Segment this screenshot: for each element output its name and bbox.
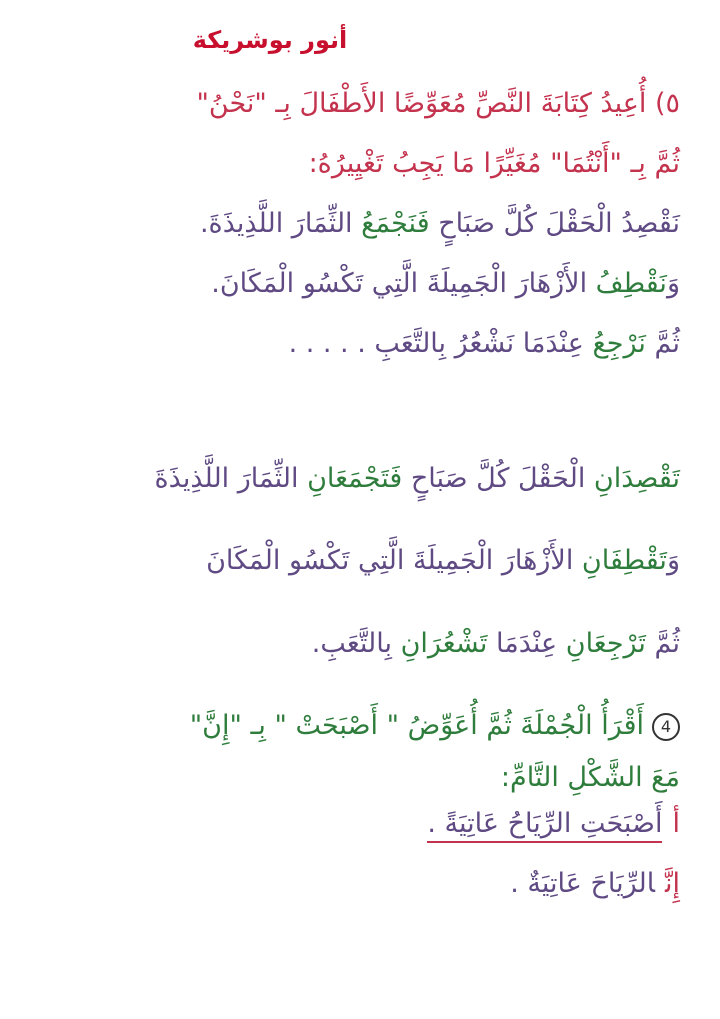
text-segment: وَ: [666, 545, 680, 576]
text2-line3: [20, 628, 680, 660]
answer-label: أ: [672, 808, 680, 839]
text-segment: الثِّمَارَ اللَّذِيذَةَ: [154, 463, 308, 494]
exercise-5-instruction-line2: [20, 148, 680, 180]
verb-highlight: نَقْطِفُ: [595, 268, 667, 299]
instruction-text: مَعَ الشَّكْلِ التَّامِّ:: [500, 762, 680, 793]
answer-text: أَصْبَحَتِ الرِّيَاحُ عَاتِيَةً .: [427, 808, 662, 843]
text-segment: نَقْصِدُ الْحَقْلَ كُلَّ صَبَاحٍ: [429, 208, 680, 239]
text1-line2: [20, 268, 680, 300]
verb-highlight: نَرْجِعُ: [592, 328, 646, 359]
verb-highlight: تَشْعُرَانِ: [400, 628, 488, 659]
text1-line1: [20, 208, 680, 240]
text-segment: الْحَقْلَ كُلَّ صَبَاحٍ: [402, 463, 594, 494]
text-segment: عِنْدَمَا نَشْعُرُ بِالتَّعَبِ: [374, 328, 593, 359]
dots: . . . . .: [288, 328, 375, 359]
author-name: أنور بوشريكة: [192, 26, 348, 54]
instruction-text: ثُمَّ بِـ "أَنْتُمَا": [550, 148, 680, 179]
instruction-text: أَقْرَأُ الْجُمْلَةَ ثُمَّ أُعَوِّضُ " أَصْبَحَتْ " بِـ "إِنَّ": [189, 710, 644, 741]
exercise-5-number: ٥: [665, 88, 680, 119]
exercise-4-instruction-line2: [20, 762, 680, 794]
text1-line3: [20, 328, 680, 360]
answer-text: الرِّيَاحَ عَاتِيَةٌ .: [510, 868, 655, 899]
exercise-4-number: 4: [652, 713, 680, 741]
verb-highlight: تَرْجِعَانِ: [565, 628, 646, 659]
text-segment: الأَزْهَارَ الْجَمِيلَةَ الَّتِي تَكْسُو الْمَكَانَ.: [211, 268, 596, 299]
verb-highlight: فَتَجْمَعَانِ: [307, 463, 403, 494]
answer-line-1: [20, 808, 680, 840]
instruction-text: أُعِيدُ كِتَابَةَ النَّصِّ مُعَوِّضًا الأَطْفَالَ بِـ "نَحْنُ": [196, 88, 647, 119]
text-segment: وَ: [666, 268, 680, 299]
text2-line1: [20, 463, 680, 495]
verb-highlight: تَقْصِدَانِ: [593, 463, 680, 494]
exercise-4-instruction-line1: [20, 710, 680, 742]
answer-line-2: [20, 868, 680, 900]
verb-highlight: تَقْطِفَانِ: [581, 545, 667, 576]
text-segment: عِنْدَمَا: [487, 628, 566, 659]
answer-label: إِنَّ: [664, 868, 680, 899]
text-segment: ثُمَّ: [645, 328, 680, 359]
text-segment: بِالتَّعَبِ.: [311, 628, 401, 659]
text-segment: الأَزْهَارَ الْجَمِيلَةَ الَّتِي تَكْسُو الْمَكَانَ: [206, 545, 582, 576]
exercise-5-instruction-line1: ٥) أُعِيدُ كِتَابَةَ النَّصِّ مُعَوِّضًا الأَطْفَالَ بِـ "نَحْنُ": [196, 88, 680, 119]
text2-line2: [20, 545, 680, 577]
text-segment: الثِّمَارَ اللَّذِيذَةَ.: [199, 208, 362, 239]
verb-highlight: فَنَجْمَعُ: [361, 208, 430, 239]
text-segment: ثُمَّ: [645, 628, 680, 659]
instruction-text: مُغَيِّرًا مَا يَجِبُ تَغْيِيرُهُ:: [308, 148, 542, 179]
